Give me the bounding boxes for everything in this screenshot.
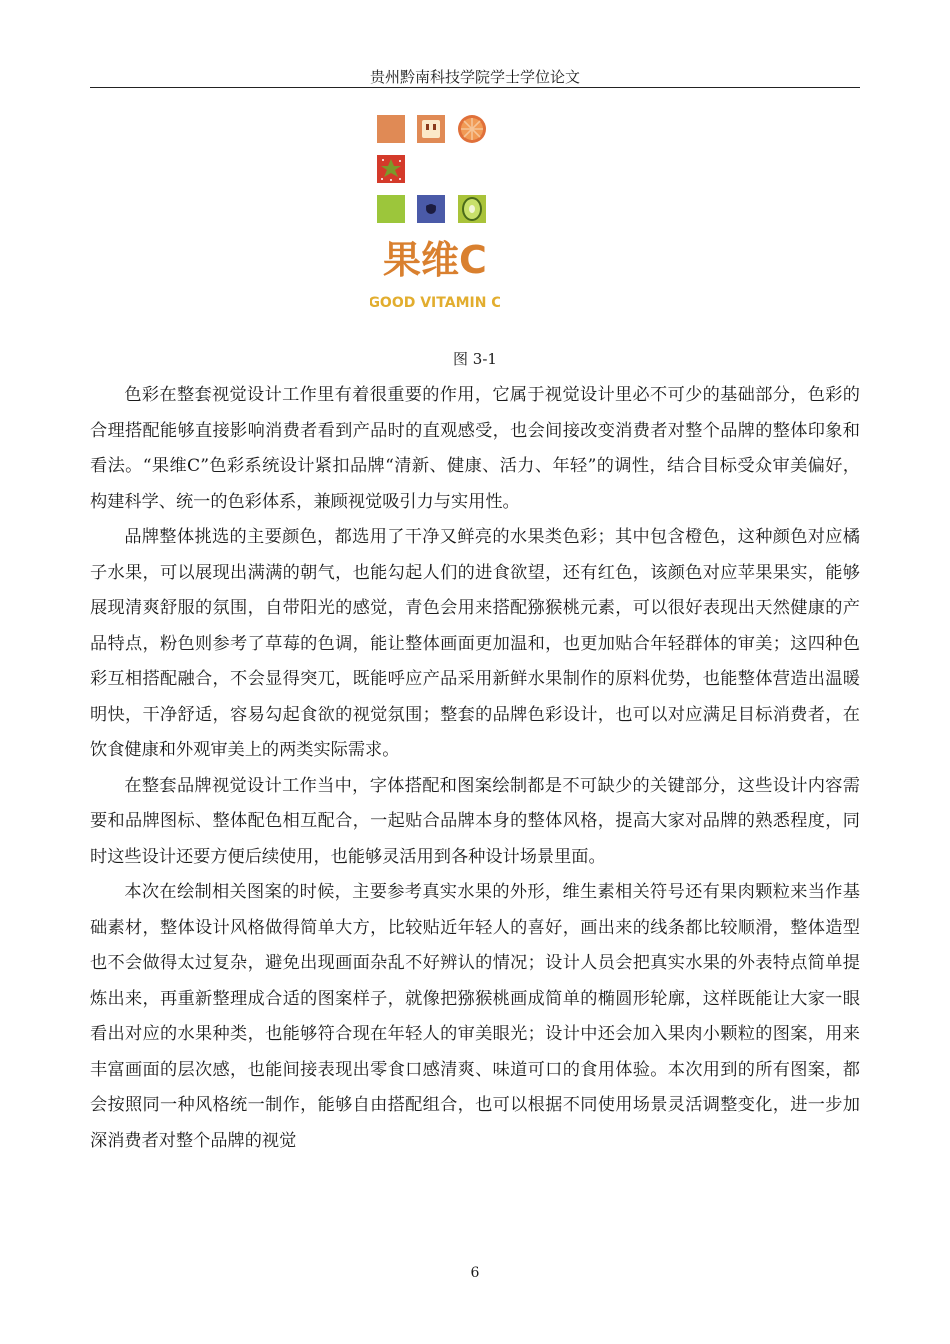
brand-logo (370, 110, 500, 330)
body-text (90, 378, 860, 1159)
header-rule (90, 87, 860, 88)
orange-square-tile (377, 115, 405, 143)
page-header: 贵州黔南科技学院学士学位论文 (369, 68, 580, 86)
figure-caption: 图 3-1 (453, 350, 497, 368)
page-number: 6 (470, 1265, 480, 1281)
orange-slice-tile (458, 115, 486, 143)
brand-name: 果维C (383, 238, 487, 282)
green-square-tile (377, 195, 405, 223)
paragraph: 在整套品牌视觉设计工作当中，字体搭配和图案绘制都是不可缺少的关键部分，这些设计内容需要和品牌图标、整体配色相互配合，一起贴合品牌本身的整体风格，提高大家对品牌的熟悉程度，同时这些设计还要方便后续使用，也能够灵活用到各种设计场景里面。 (90, 775, 860, 867)
dragonfruit-tile (377, 155, 405, 183)
kiwi-tile (458, 195, 486, 223)
face-tile (417, 115, 445, 143)
paragraph: 本次在绘制相关图案的时候，主要参考真实水果的外形，维生素相关符号还有果肉颗粒来当作基础素材，整体设计风格做得简单大方，比较贴近年轻人的喜好，画出来的线条都比较顺滑，整体造型也不会做得太过复杂，避免出现画面杂乱不好辨认的情况；设计人员会把真实水果的外表特点简单提炼出来，再重新整理成合适的图案样子，就像把猕猴桃画成简单的椭圆形轮廓，这样既能让大家一眼看出对应的水果种类，也能够符合现在年轻人的审美眼光；设计中还会加入果肉小颗粒的图案，用来丰富画面的层次感，也能间接表现出零食口感清爽、味道可口的食用体验。本次用到的所有图案，都会按照同一种风格统一制作，能够自由搭配组合，也可以根据不同使用场景灵活调整变化，进一步加深消费者对整个品牌的视觉 (90, 882, 860, 1151)
paragraph: 色彩在整套视觉设计工作里有着很重要的作用，它属于视觉设计里必不可少的基础部分，色彩的合理搭配能够直接影响消费者看到产品时的直观感受，也会间接改变消费者对整个品牌的整体印象和看法。“果维C”色彩系统设计紧扣品牌“清新、健康、活力、年轻”的调性，结合目标受众审美偏好，构建科学、统一的色彩体系，兼顾视觉吸引力与实用性。 (90, 385, 860, 512)
brand-subtitle: GOOD VITAMIN C (370, 295, 500, 311)
paragraph: 品牌整体挑选的主要颜色，都选用了干净又鲜亮的水果类色彩；其中包含橙色，这种颜色对应橘子水果，可以展现出满满的朝气，也能勾起人们的进食欲望，还有红色，该颜色对应苹果果实，能够展现清爽舒服的氛围，自带阳光的感觉，青色会用来搭配猕猴桃元素，可以很好表现出天然健康的产品特点，粉色则参考了草莓的色调，能让整体画面更加温和，也更加贴合年轻群体的审美；这四种色彩互相搭配融合，不会显得突兀，既能呼应产品采用新鲜水果制作的原料优势，也能整体营造出温暖明快，干净舒适，容易勾起食欲的视觉氛围；整套的品牌色彩设计，也可以对应满足目标消费者，在饮食健康和外观审美上的两类实际需求。 (90, 527, 860, 760)
blueberry-tile (417, 195, 445, 223)
